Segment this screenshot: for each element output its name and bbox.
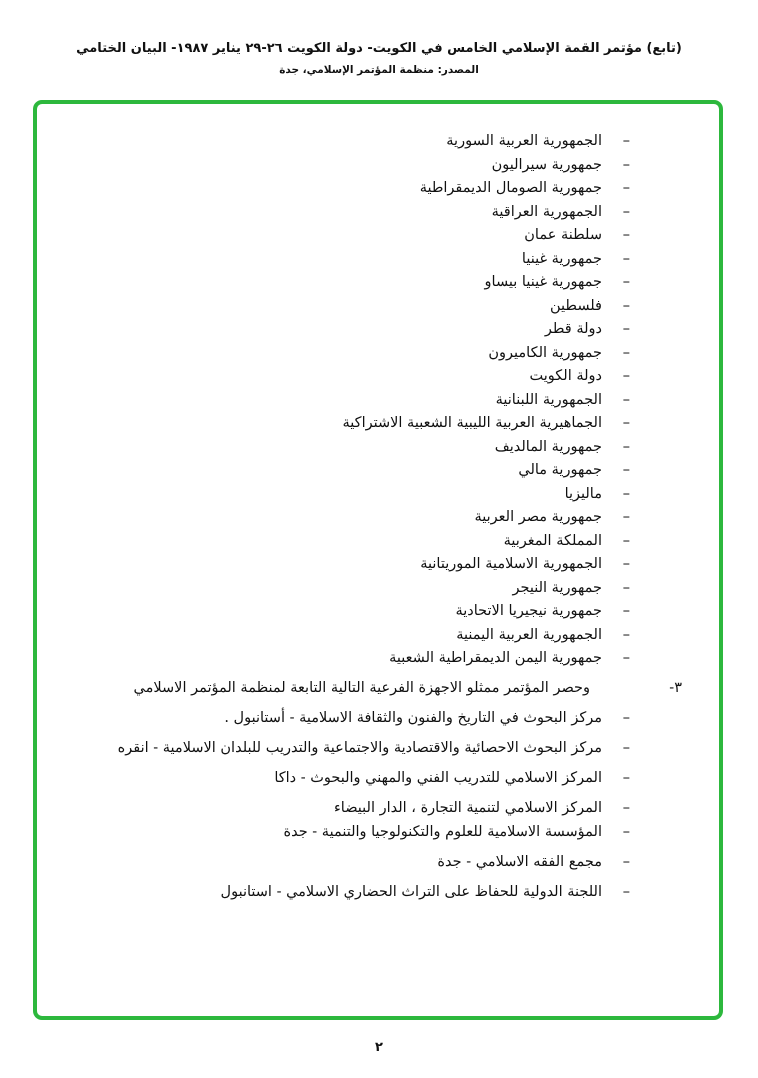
list-item [60, 506, 630, 530]
list-dash: – [622, 133, 630, 149]
section-number: ٣- [669, 679, 682, 696]
list-item [60, 530, 630, 554]
list-item [60, 342, 630, 366]
list-item [60, 647, 630, 671]
list-dash: – [622, 274, 630, 290]
list-dash: – [622, 203, 630, 220]
country-name: الجمهورية العربية السورية [446, 133, 602, 149]
page-number: ٢ [375, 1040, 383, 1055]
country-name: المملكة المغربية [503, 532, 602, 549]
list-dash: – [622, 227, 630, 243]
list-dash: – [622, 603, 630, 619]
country-name: جمهورية مصر العربية [474, 509, 602, 525]
list-dash: – [622, 509, 630, 525]
list-dash: – [622, 739, 630, 756]
list-item [60, 796, 630, 820]
country-name: جمهورية الكاميرون [488, 344, 602, 361]
list-item [60, 130, 630, 154]
list-dash: – [622, 853, 630, 870]
country-name: الجمهورية العربية اليمنية [456, 626, 602, 643]
list-dash: – [622, 438, 630, 455]
list-item [60, 177, 630, 201]
country-name: جمهورية سيراليون [491, 156, 602, 173]
country-name: الجمهورية الاسلامية الموريتانية [420, 556, 602, 572]
country-name: دولة قطر [544, 321, 602, 337]
list-item [60, 600, 630, 624]
list-dash: – [622, 391, 630, 408]
country-name: جمهورية اليمن الديمقراطية الشعبية [389, 650, 602, 666]
list-dash: – [622, 579, 630, 596]
organization-name: المركز الاسلامي لتنمية التجارة ، الدار البيضاء [333, 799, 602, 816]
list-dash: – [622, 485, 630, 502]
list-item [60, 318, 630, 342]
organization-name: مجمع الفقه الاسلامي - جدة [437, 853, 602, 870]
list-item [60, 736, 630, 760]
list-item [60, 412, 630, 436]
section-text: وحصر المؤتمر ممثلو الاجهزة الفرعية التالية التابعة لمنظمة المؤتمر الاسلامي [133, 679, 590, 696]
country-name: جمهورية مالي [518, 462, 602, 478]
list-item [60, 577, 630, 601]
organization-name: مركز البحوث الاحصائية والاقتصادية والاجتماعية والتدريب للبلدان الاسلامية - انقره [117, 739, 602, 756]
country-name: الجمهورية اللبنانية [495, 391, 602, 408]
list-item [60, 880, 630, 904]
list-dash: – [622, 462, 630, 478]
list-dash: – [622, 709, 630, 726]
list-item [60, 224, 630, 248]
list-item [60, 553, 630, 577]
country-name: جمهورية النيجر [512, 579, 602, 596]
country-name: ماليزيا [564, 485, 602, 502]
list-item [60, 295, 630, 319]
list-item [60, 365, 630, 389]
country-name: جمهورية المالديف [494, 438, 602, 455]
list-dash: – [622, 799, 630, 816]
list-dash: – [622, 297, 630, 314]
organization-name: المركز الاسلامي للتدريب الفني والمهني والبحوث - داكا [274, 769, 602, 786]
list-item [60, 624, 630, 648]
organization-name: المؤسسة الاسلامية للعلوم والتكنولوجيا والتنمية - جدة [283, 823, 602, 840]
document-body [60, 130, 682, 904]
list-dash: – [622, 650, 630, 666]
list-dash: – [622, 368, 630, 384]
document-title: (تابع) مؤتمر القمة الإسلامي الخامس في الكويت- دولة الكويت ٢٦-٢٩ يناير ١٩٨٧- البيان الختامي [76, 41, 682, 56]
list-dash: – [622, 556, 630, 572]
section-3-paragraph [60, 677, 682, 700]
list-dash: – [622, 626, 630, 643]
country-name: فلسطين [550, 297, 602, 314]
page-header [0, 40, 758, 78]
list-dash: – [622, 250, 630, 267]
country-name: الجمهورية العراقية [491, 203, 602, 220]
country-name: الجماهيرية العربية الليبية الشعبية الاشتراكية [342, 415, 602, 431]
country-name: جمهورية نيجيريا الاتحادية [455, 603, 602, 619]
country-name: جمهورية غينيا بيساو [484, 274, 602, 290]
list-item [60, 271, 630, 295]
list-item [60, 706, 630, 730]
organization-name: مركز البحوث في التاريخ والفنون والثقافة الاسلامية - أستانبول . [224, 709, 602, 726]
list-dash: – [622, 883, 630, 900]
list-item [60, 154, 630, 178]
list-item [60, 483, 630, 507]
list-item [60, 389, 630, 413]
list-dash: – [622, 156, 630, 173]
organization-name: اللجنة الدولية للحفاظ على التراث الحضاري الاسلامي - استانبول [220, 883, 602, 900]
list-item [60, 436, 630, 460]
list-item [60, 201, 630, 225]
list-dash: – [622, 415, 630, 431]
list-dash: – [622, 823, 630, 840]
list-dash: – [622, 769, 630, 786]
country-name: سلطنة عمان [524, 227, 602, 243]
countries-list [60, 130, 630, 671]
list-item [60, 850, 630, 874]
list-dash: – [622, 321, 630, 337]
organizations-list [60, 706, 630, 904]
list-item [60, 459, 630, 483]
list-item [60, 766, 630, 790]
list-dash: – [622, 344, 630, 361]
country-name: جمهورية الصومال الديمقراطية [419, 180, 602, 196]
list-dash: – [622, 180, 630, 196]
list-dash: – [622, 532, 630, 549]
list-item [60, 820, 630, 844]
country-name: جمهورية غينيا [521, 250, 602, 267]
country-name: دولة الكويت [529, 368, 602, 384]
document-source: المصدر: منظمة المؤتمر الإسلامي، جدة [279, 64, 479, 76]
list-item [60, 248, 630, 272]
